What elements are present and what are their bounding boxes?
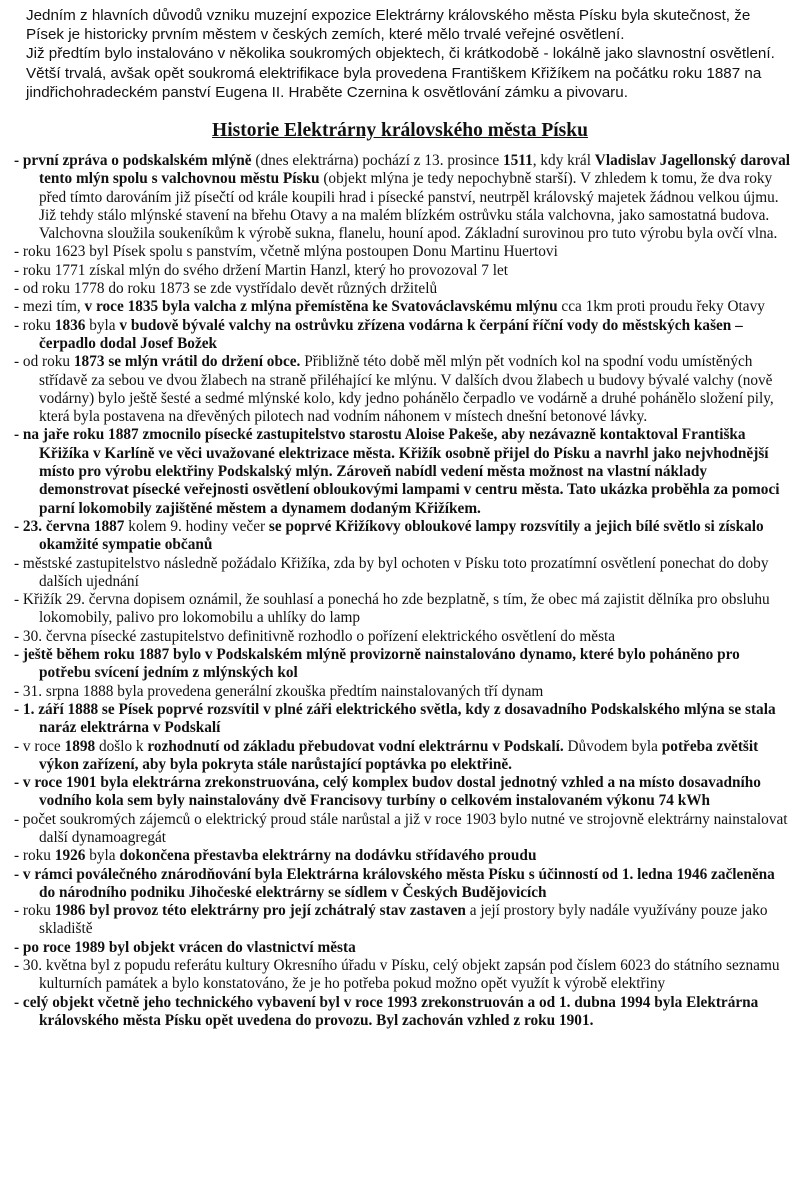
history-list <box>14 152 792 1030</box>
history-text: - 30. května byl z popudu referátu kultury Okresního úřadu v Písku, celý objekt zapsán pod číslem 6023 do státního seznamu kulturních památek a bylo konstatováno, že je ho potřeba pokud možno opět využít k výrobě elektřiny <box>14 957 780 993</box>
history-text-bold: Vladislav Jagellonský daroval tento mlýn spolu s valchovnou městu Písku <box>39 152 790 188</box>
history-item <box>14 957 792 994</box>
history-item <box>14 298 792 316</box>
history-text: - počet soukromých zájemců o elektrický proud stále narůstal a již v roce 1903 bylo nutné ve strojovně elektrárny nainstalovat další dynamoagregát <box>14 810 788 846</box>
history-text-bold: 1836 <box>54 316 86 334</box>
history-text-bold: 1873 se mlýn vrátil do držení obce. <box>73 353 301 371</box>
history-text-bold: se poprvé Křižíkovy obloukové lampy rozsvítily a jejich bílé světlo si získalo okamžité sympatie občanů <box>39 517 764 554</box>
history-text: (dnes elektrárna) pochází z 13. prosince <box>251 152 503 169</box>
history-item <box>14 646 792 683</box>
history-text: - 31. srpna 1888 byla provedena generální zkouška předtím nainstalovaných tří dynam <box>14 682 544 700</box>
intro-paragraph: Větší trvalá, avšak opět soukromá elektrifikace byla provedena Františkem Křižíkem na počátku roku 1887 na jindřichohradeckém panství Eugena II. Hraběte Czernina k osvětlování zámku a pivovaru. <box>26 64 762 101</box>
history-item <box>14 317 792 354</box>
intro-paragraphs <box>26 6 786 102</box>
intro-paragraph: Jedním z hlavních důvodů vzniku muzejní expozice Elektrárny královského města Písku byla skutečnost, že Písek je historicky prvním městem v českých zemích, které mělo trvalé veřejné osvětlení. <box>26 7 751 44</box>
history-text-bold: v roce 1835 byla valcha z mlýna přemístěna ke Svatováclavskému mlýnu <box>84 298 558 316</box>
history-text-bold: - v roce 1901 byla elektrárna zrekonstruována, celý komplex budov dostal jednotný vzhled a na místo dosavadního vodního kola sem byly nainstalovány dvě Francisovy turbíny o celkovém instalovaném výkonu 74 kWh <box>14 774 761 810</box>
history-item <box>14 774 792 811</box>
history-text: - Křižík 29. června dopisem oznámil, že souhlasí a ponechá ho zde bezplatně, s tím, že obec má zajistit dělníka pro obsluhu lokomobily, palivo pro lokomobilu a uhlíky do lamp <box>14 591 770 627</box>
history-text: - od roku <box>14 353 74 371</box>
history-text: - roku <box>14 847 55 865</box>
history-item <box>14 591 792 628</box>
section-title: Historie Elektrárny královského města Písku <box>212 120 588 141</box>
history-text: došlo k <box>95 737 148 755</box>
history-text: - roku 1771 získal mlýn do svého držení Martin Hanzl, který ho provozoval 7 let <box>14 261 509 279</box>
history-item <box>14 994 792 1031</box>
history-text: - od roku 1778 do roku 1873 se zde vystřídalo devět různých držitelů <box>14 280 438 298</box>
history-text: - městské zastupitelstvo následně požádalo Křižíka, zda by byl ochoten v Písku toto prozatímní osvětlení ponechat do doby dalších ujednání <box>14 554 769 590</box>
history-item <box>14 811 792 848</box>
history-item <box>14 701 792 738</box>
history-text-bold: - v rámci poválečného znárodňování byla Elektrárna královského města Písku s účinností od 1. ledna 1946 začleněna do národního podniku Jihočeské elektrárny se sídlem v Českých Budějovicích <box>14 865 775 901</box>
history-item <box>14 738 792 775</box>
history-text-bold: rozhodnutí od základu přebudovat vodní elektrárnu v Podskalí. <box>147 737 564 755</box>
history-text: - roku 1623 byl Písek spolu s panstvím, včetně mlýna postoupen Donu Martinu Huertovi <box>14 243 558 261</box>
history-text-bold: 1898 <box>64 737 96 755</box>
history-text: kolem 9. hodiny večer <box>124 517 269 535</box>
history-item <box>14 628 792 646</box>
history-item <box>14 280 792 298</box>
history-item <box>14 262 792 280</box>
history-text-bold: 1986 byl provoz této elektrárny pro její zchátralý stav zastaven <box>54 902 466 920</box>
history-text-bold: - 23. června 1887 <box>14 517 125 535</box>
history-text: - roku <box>14 902 55 920</box>
history-text: Přibližně této době měl mlýn pět vodních kol na spodní vodu umístěných střídavě za sebou ve dvou žlabech na straně přiléhající ke mlýnu. V dalších dvou žlabech u budovy bývalé valchy (nově vodárny) bylo ještě šesté a sedmé mlýnské kolo, kdy jedno pohánělo čerpadlo ve vodárně a druhé pohánělo složení pily, která byla postavena na dřevěných pilotech nad vodním náhonem v místech dnešní betonové lávky. <box>39 353 774 426</box>
history-text: (objekt mlýna je tedy nepochybně starší). V zhledem k tomu, že dva roky před tímto darováním již písečtí od krále koupili hrad i písecké panství, neutrpěl královský majetek žádnou velkou újmu. Již tehdy stálo mlýnské stavení na břehu Otavy a na malém blízkém ostrůvku stála valchovna, jako samostatná budova. Valchovna sloužila soukeníkům k výrobě sukna, flanelu, houní apod. Základní surovinou pro tuto výrobu byla ovčí vlna. <box>39 170 779 243</box>
history-text-bold: potřeba zvětšit výkon zařízení, aby byla pokryta stále narůstající poptávka po elektřině. <box>39 737 759 773</box>
history-item <box>14 426 792 517</box>
history-text: - v roce <box>14 737 65 755</box>
intro-paragraph: Již předtím bylo instalováno v několika soukromých objektech, či krátkodobě - lokálně jako slavnostní osvětlení. <box>26 45 775 63</box>
history-text: a její prostory byly nadále využívány pouze jako skladiště <box>39 902 768 938</box>
history-item <box>14 902 792 939</box>
history-text: - roku <box>14 316 55 334</box>
history-text-bold: - na jaře roku 1887 zmocnilo písecké zastupitelstvo starostu Aloise Pakeše, aby nezávazně kontaktoval Františka Křižíka v Karlíně ve věci uvažované elektrizace města. Křižík osobně přijel do Písku a navrhl jako nejvhodnější místo pro výrobu elektřiny Podskalský mlýn. Zároveň nabídl vedení města možnost na vlastní náklady demonstrovat písecké veřejnosti osvětlení obloukovými lampami v centru města. Tato ukázka proběhla za pomoci parní lokomobily zajištěné městem a dynamem dodaným Křižíkem. <box>14 426 780 517</box>
history-text-bold: 1926 <box>54 847 86 865</box>
history-item <box>14 243 792 261</box>
history-text-bold: dokončena přestavba elektrárny na dodávku střídavého proudu <box>119 847 537 865</box>
history-text-bold: 1511 <box>503 152 533 169</box>
history-text: byla <box>85 316 120 334</box>
history-text-bold: - ještě během roku 1887 bylo v Podskalském mlýně provizorně nainstalováno dynamo, které bylo poháněno pro potřebu svícení jedním z mlýnských kol <box>14 646 740 682</box>
history-text: Důvodem byla <box>563 737 662 755</box>
history-text: - 30. června písecké zastupitelstvo definitivně rozhodlo o pořízení elektrického osvětlení do města <box>14 627 616 645</box>
history-item <box>14 847 792 865</box>
history-item <box>14 866 792 903</box>
history-text-bold: - první zpráva o podskalském mlýně <box>14 152 252 169</box>
history-item <box>14 555 792 592</box>
history-text-bold: v budově bývalé valchy na ostrůvku zřízena vodárna k čerpání říční vody do městských kašen – čerpadlo dodal Josef Božek <box>39 316 743 352</box>
history-text-bold: - celý objekt včetně jeho technického vybavení byl v roce 1993 zrekonstruován a od 1. dubna 1994 byla Elektrárna královského města Písku opět uvedena do provozu. Byl zachován vzhled z roku 1901. <box>14 993 759 1029</box>
history-item <box>14 939 792 957</box>
history-item <box>14 683 792 701</box>
history-text: cca 1km proti proudu řeky Otavy <box>557 298 765 316</box>
history-text-bold: - po roce 1989 byl objekt vrácen do vlastnictví města <box>14 938 356 956</box>
history-text: - mezi tím, <box>14 298 85 316</box>
history-item <box>14 152 792 243</box>
history-text-bold: - 1. září 1888 se Písek poprvé rozsvítil v plné záři elektrického světla, kdy z dosavadního Podskalského mlýna se stala naráz elektrárna v Podskalí <box>14 700 776 737</box>
history-item <box>14 518 792 555</box>
history-text: byla <box>85 847 120 865</box>
history-item <box>14 353 792 426</box>
history-text: , kdy král <box>532 152 595 169</box>
